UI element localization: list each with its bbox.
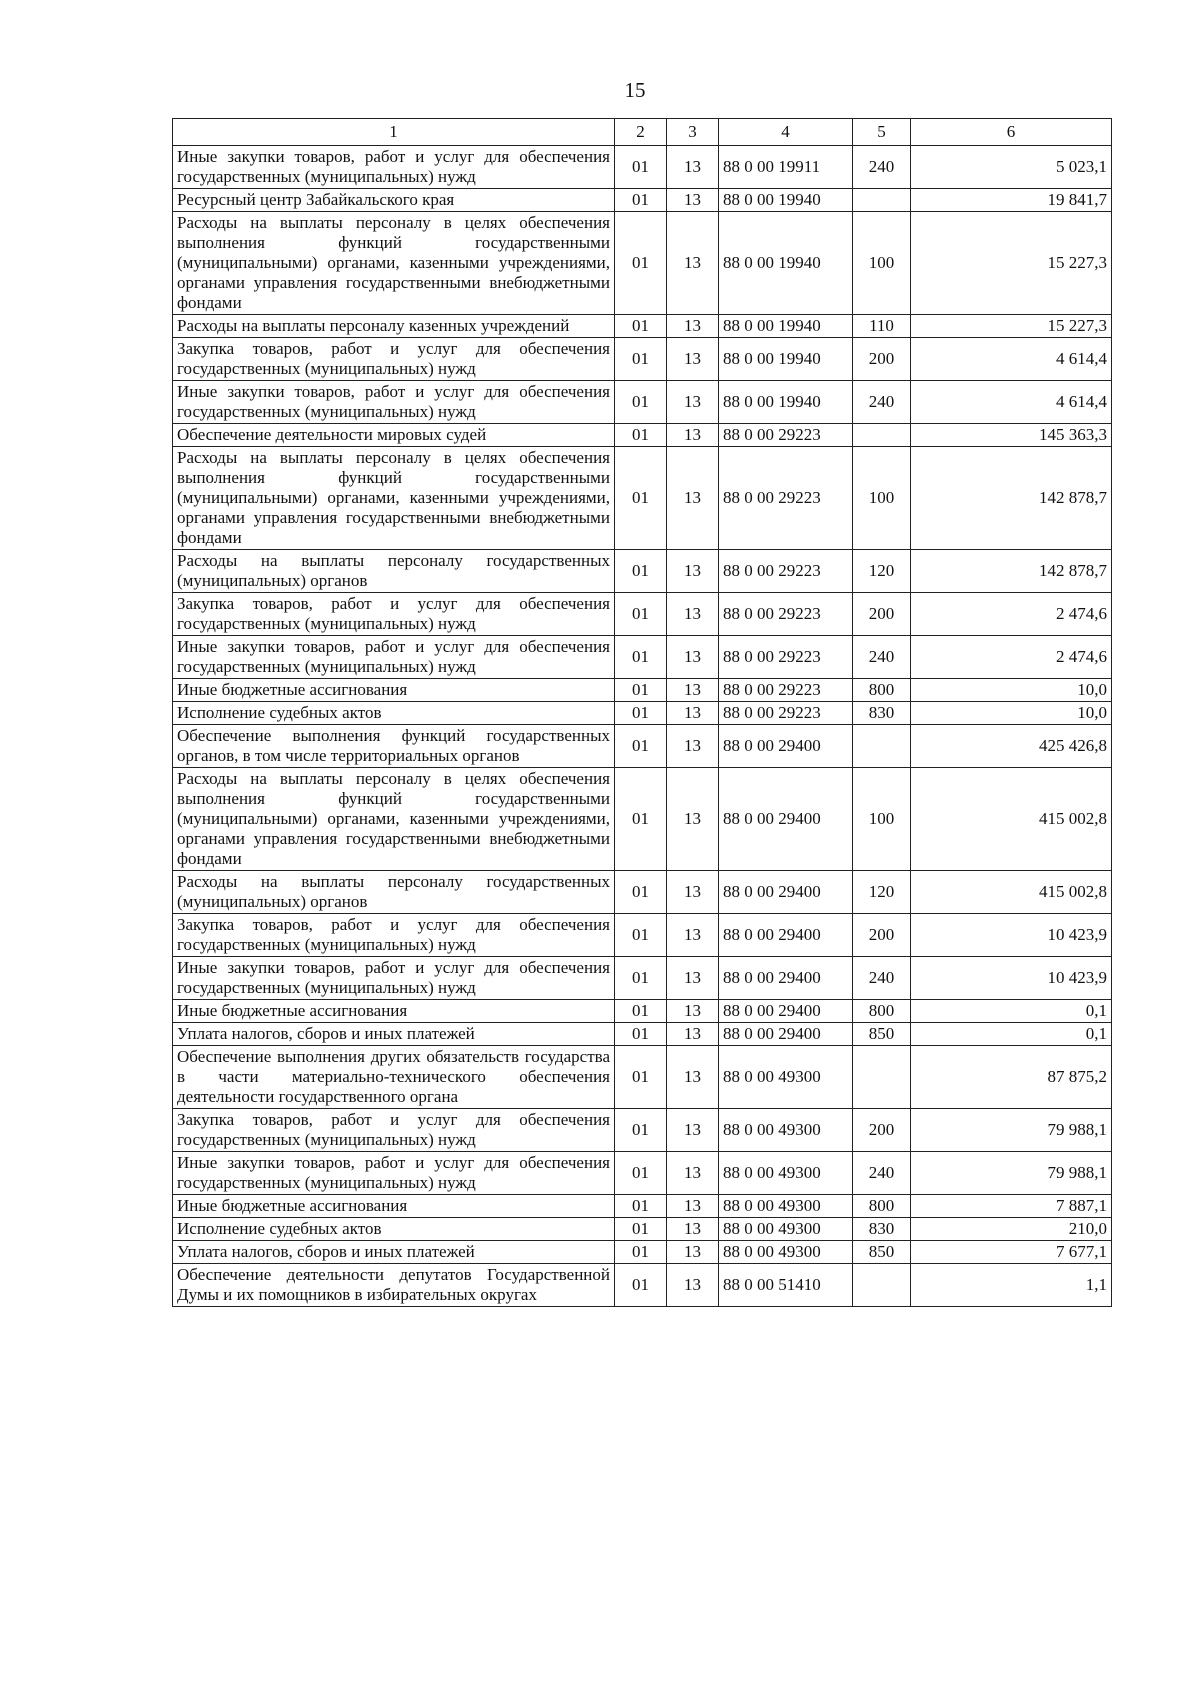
row-subsection-code: 13 — [667, 1195, 719, 1218]
row-target-article: 88 0 00 29400 — [719, 1000, 853, 1023]
row-subsection-code: 13 — [667, 1218, 719, 1241]
row-subsection-code: 13 — [667, 679, 719, 702]
row-subsection-code: 13 — [667, 1241, 719, 1264]
row-expense-type: 120 — [853, 871, 911, 914]
row-target-article: 88 0 00 29400 — [719, 914, 853, 957]
row-section-code: 01 — [615, 1241, 667, 1264]
table-body — [173, 146, 1112, 1307]
row-amount: 4 614,4 — [911, 338, 1112, 381]
row-section-code: 01 — [615, 1046, 667, 1109]
row-subsection-code: 13 — [667, 1109, 719, 1152]
row-subsection-code: 13 — [667, 1000, 719, 1023]
column-header-4: 4 — [719, 119, 853, 146]
row-expense-type: 240 — [853, 146, 911, 189]
row-expense-type: 120 — [853, 550, 911, 593]
row-section-code: 01 — [615, 871, 667, 914]
row-target-article: 88 0 00 29223 — [719, 593, 853, 636]
row-target-article: 88 0 00 29223 — [719, 702, 853, 725]
row-name: Расходы на выплаты персоналу государственных (муниципальных) органов — [173, 871, 615, 914]
row-target-article: 88 0 00 29223 — [719, 550, 853, 593]
row-amount: 415 002,8 — [911, 871, 1112, 914]
row-target-article: 88 0 00 19940 — [719, 212, 853, 315]
row-target-article: 88 0 00 19911 — [719, 146, 853, 189]
row-name: Расходы на выплаты персоналу в целях обеспечения выполнения функций государственными (муниципальными) органами, казенными учреждениями, органами управления государственными внебюджетными фондами — [173, 768, 615, 871]
row-amount: 145 363,3 — [911, 424, 1112, 447]
row-target-article: 88 0 00 49300 — [719, 1218, 853, 1241]
row-subsection-code: 13 — [667, 871, 719, 914]
column-header-1: 1 — [173, 119, 615, 146]
row-section-code: 01 — [615, 424, 667, 447]
row-section-code: 01 — [615, 550, 667, 593]
row-name: Закупка товаров, работ и услуг для обеспечения государственных (муниципальных) нужд — [173, 338, 615, 381]
row-target-article: 88 0 00 51410 — [719, 1264, 853, 1307]
row-target-article: 88 0 00 29223 — [719, 424, 853, 447]
row-section-code: 01 — [615, 146, 667, 189]
table-row — [173, 1046, 1112, 1109]
row-name: Иные закупки товаров, работ и услуг для обеспечения государственных (муниципальных) нужд — [173, 957, 615, 1000]
column-header-6: 6 — [911, 119, 1112, 146]
row-section-code: 01 — [615, 636, 667, 679]
table-row — [173, 189, 1112, 212]
row-name: Ресурсный центр Забайкальского края — [173, 189, 615, 212]
row-section-code: 01 — [615, 381, 667, 424]
row-amount: 10 423,9 — [911, 957, 1112, 1000]
row-name: Иные бюджетные ассигнования — [173, 679, 615, 702]
table-row — [173, 1218, 1112, 1241]
table-row — [173, 871, 1112, 914]
row-target-article: 88 0 00 49300 — [719, 1046, 853, 1109]
row-name: Расходы на выплаты персоналу в целях обеспечения выполнения функций государственными (муниципальными) органами, казенными учреждениями, органами управления государственными внебюджетными фондами — [173, 447, 615, 550]
row-subsection-code: 13 — [667, 914, 719, 957]
row-amount: 142 878,7 — [911, 447, 1112, 550]
row-amount: 10,0 — [911, 679, 1112, 702]
row-name: Закупка товаров, работ и услуг для обеспечения государственных (муниципальных) нужд — [173, 914, 615, 957]
row-amount: 15 227,3 — [911, 212, 1112, 315]
row-expense-type: 240 — [853, 381, 911, 424]
row-section-code: 01 — [615, 212, 667, 315]
row-expense-type: 800 — [853, 1000, 911, 1023]
row-section-code: 01 — [615, 447, 667, 550]
row-expense-type — [853, 1046, 911, 1109]
table-row — [173, 212, 1112, 315]
table-row — [173, 1000, 1112, 1023]
table-row — [173, 1241, 1112, 1264]
table-row — [173, 1264, 1112, 1307]
row-expense-type: 850 — [853, 1241, 911, 1264]
table-row — [173, 725, 1112, 768]
row-expense-type: 100 — [853, 447, 911, 550]
row-section-code: 01 — [615, 679, 667, 702]
row-expense-type: 100 — [853, 768, 911, 871]
row-target-article: 88 0 00 49300 — [719, 1109, 853, 1152]
row-section-code: 01 — [615, 1195, 667, 1218]
row-amount: 19 841,7 — [911, 189, 1112, 212]
row-subsection-code: 13 — [667, 381, 719, 424]
row-expense-type: 200 — [853, 338, 911, 381]
row-amount: 210,0 — [911, 1218, 1112, 1241]
row-section-code: 01 — [615, 702, 667, 725]
row-expense-type: 100 — [853, 212, 911, 315]
table-row — [173, 702, 1112, 725]
row-target-article: 88 0 00 19940 — [719, 381, 853, 424]
row-name: Расходы на выплаты персоналу государственных (муниципальных) органов — [173, 550, 615, 593]
row-target-article: 88 0 00 29400 — [719, 768, 853, 871]
table-row — [173, 381, 1112, 424]
row-section-code: 01 — [615, 1000, 667, 1023]
row-name: Обеспечение деятельности депутатов Государственной Думы и их помощников в избирательных округах — [173, 1264, 615, 1307]
row-section-code: 01 — [615, 593, 667, 636]
column-header-3: 3 — [667, 119, 719, 146]
row-amount: 415 002,8 — [911, 768, 1112, 871]
row-name: Иные закупки товаров, работ и услуг для обеспечения государственных (муниципальных) нужд — [173, 381, 615, 424]
row-subsection-code: 13 — [667, 315, 719, 338]
row-section-code: 01 — [615, 1109, 667, 1152]
row-section-code: 01 — [615, 768, 667, 871]
row-subsection-code: 13 — [667, 1152, 719, 1195]
row-target-article: 88 0 00 19940 — [719, 189, 853, 212]
row-amount: 2 474,6 — [911, 593, 1112, 636]
page-number: 15 — [624, 78, 646, 102]
row-amount: 7 677,1 — [911, 1241, 1112, 1264]
row-expense-type: 850 — [853, 1023, 911, 1046]
table-row — [173, 768, 1112, 871]
row-target-article: 88 0 00 49300 — [719, 1195, 853, 1218]
row-target-article: 88 0 00 29223 — [719, 636, 853, 679]
row-subsection-code: 13 — [667, 146, 719, 189]
row-name: Обеспечение деятельности мировых судей — [173, 424, 615, 447]
row-target-article: 88 0 00 49300 — [719, 1152, 853, 1195]
row-section-code: 01 — [615, 1264, 667, 1307]
row-expense-type: 800 — [853, 1195, 911, 1218]
row-name: Иные закупки товаров, работ и услуг для обеспечения государственных (муниципальных) нужд — [173, 146, 615, 189]
row-name: Исполнение судебных актов — [173, 1218, 615, 1241]
row-target-article: 88 0 00 19940 — [719, 315, 853, 338]
row-section-code: 01 — [615, 1218, 667, 1241]
row-target-article: 88 0 00 49300 — [719, 1241, 853, 1264]
table-row — [173, 1109, 1112, 1152]
row-subsection-code: 13 — [667, 212, 719, 315]
row-subsection-code: 13 — [667, 725, 719, 768]
row-section-code: 01 — [615, 1023, 667, 1046]
row-name: Уплата налогов, сборов и иных платежей — [173, 1241, 615, 1264]
row-name: Иные закупки товаров, работ и услуг для обеспечения государственных (муниципальных) нужд — [173, 1152, 615, 1195]
budget-table — [172, 118, 1112, 1307]
column-header-2: 2 — [615, 119, 667, 146]
row-name: Иные закупки товаров, работ и услуг для обеспечения государственных (муниципальных) нужд — [173, 636, 615, 679]
row-amount: 7 887,1 — [911, 1195, 1112, 1218]
row-name: Закупка товаров, работ и услуг для обеспечения государственных (муниципальных) нужд — [173, 593, 615, 636]
row-amount: 87 875,2 — [911, 1046, 1112, 1109]
table-row — [173, 1195, 1112, 1218]
row-expense-type — [853, 725, 911, 768]
row-subsection-code: 13 — [667, 338, 719, 381]
row-expense-type: 200 — [853, 1109, 911, 1152]
row-subsection-code: 13 — [667, 550, 719, 593]
row-target-article: 88 0 00 29400 — [719, 725, 853, 768]
row-name: Уплата налогов, сборов и иных платежей — [173, 1023, 615, 1046]
row-section-code: 01 — [615, 914, 667, 957]
row-name: Обеспечение выполнения функций государственных органов, в том числе территориальных органов — [173, 725, 615, 768]
column-number-row — [173, 119, 1112, 146]
row-expense-type: 830 — [853, 702, 911, 725]
row-expense-type: 240 — [853, 957, 911, 1000]
row-name: Закупка товаров, работ и услуг для обеспечения государственных (муниципальных) нужд — [173, 1109, 615, 1152]
row-name: Расходы на выплаты персоналу казенных учреждений — [173, 315, 615, 338]
column-header-5: 5 — [853, 119, 911, 146]
row-subsection-code: 13 — [667, 636, 719, 679]
row-amount: 0,1 — [911, 1000, 1112, 1023]
table-row — [173, 146, 1112, 189]
row-expense-type — [853, 424, 911, 447]
row-subsection-code: 13 — [667, 702, 719, 725]
row-subsection-code: 13 — [667, 1023, 719, 1046]
table-row — [173, 550, 1112, 593]
row-expense-type: 800 — [853, 679, 911, 702]
row-subsection-code: 13 — [667, 189, 719, 212]
row-expense-type: 200 — [853, 914, 911, 957]
table-row — [173, 593, 1112, 636]
table-row — [173, 338, 1112, 381]
row-expense-type — [853, 1264, 911, 1307]
row-expense-type: 240 — [853, 1152, 911, 1195]
row-subsection-code: 13 — [667, 957, 719, 1000]
table-row — [173, 1152, 1112, 1195]
table-row — [173, 957, 1112, 1000]
row-target-article: 88 0 00 19940 — [719, 338, 853, 381]
row-name: Иные бюджетные ассигнования — [173, 1000, 615, 1023]
row-target-article: 88 0 00 29223 — [719, 679, 853, 702]
row-expense-type: 240 — [853, 636, 911, 679]
row-target-article: 88 0 00 29400 — [719, 957, 853, 1000]
row-target-article: 88 0 00 29400 — [719, 871, 853, 914]
table-row — [173, 315, 1112, 338]
row-expense-type — [853, 189, 911, 212]
row-amount: 5 023,1 — [911, 146, 1112, 189]
row-section-code: 01 — [615, 957, 667, 1000]
row-subsection-code: 13 — [667, 447, 719, 550]
row-expense-type: 830 — [853, 1218, 911, 1241]
row-subsection-code: 13 — [667, 768, 719, 871]
row-section-code: 01 — [615, 1152, 667, 1195]
table-row — [173, 679, 1112, 702]
row-amount: 142 878,7 — [911, 550, 1112, 593]
table-row — [173, 914, 1112, 957]
row-amount: 4 614,4 — [911, 381, 1112, 424]
row-amount: 425 426,8 — [911, 725, 1112, 768]
row-target-article: 88 0 00 29223 — [719, 447, 853, 550]
row-name: Иные бюджетные ассигнования — [173, 1195, 615, 1218]
row-subsection-code: 13 — [667, 1046, 719, 1109]
table-row — [173, 424, 1112, 447]
row-section-code: 01 — [615, 189, 667, 212]
row-amount: 15 227,3 — [911, 315, 1112, 338]
row-subsection-code: 13 — [667, 1264, 719, 1307]
row-amount: 79 988,1 — [911, 1152, 1112, 1195]
row-name: Исполнение судебных актов — [173, 702, 615, 725]
row-section-code: 01 — [615, 725, 667, 768]
row-subsection-code: 13 — [667, 424, 719, 447]
row-expense-type: 110 — [853, 315, 911, 338]
row-section-code: 01 — [615, 315, 667, 338]
row-section-code: 01 — [615, 338, 667, 381]
table-row — [173, 447, 1112, 550]
row-amount: 2 474,6 — [911, 636, 1112, 679]
row-expense-type: 200 — [853, 593, 911, 636]
table-row — [173, 1023, 1112, 1046]
row-amount: 10,0 — [911, 702, 1112, 725]
row-subsection-code: 13 — [667, 593, 719, 636]
row-name: Обеспечение выполнения других обязательств государства в части материально-технического обеспечения деятельности государственного органа — [173, 1046, 615, 1109]
row-name: Расходы на выплаты персоналу в целях обеспечения выполнения функций государственными (муниципальными) органами, казенными учреждениями, органами управления государственными внебюджетными фондами — [173, 212, 615, 315]
row-amount: 79 988,1 — [911, 1109, 1112, 1152]
row-amount: 0,1 — [911, 1023, 1112, 1046]
row-amount: 1,1 — [911, 1264, 1112, 1307]
table-row — [173, 636, 1112, 679]
row-target-article: 88 0 00 29400 — [719, 1023, 853, 1046]
row-amount: 10 423,9 — [911, 914, 1112, 957]
